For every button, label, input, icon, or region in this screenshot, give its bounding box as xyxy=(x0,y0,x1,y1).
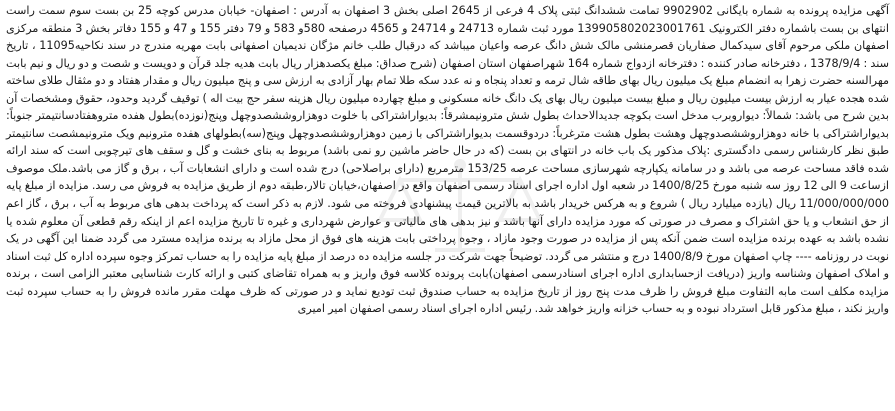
auction-notice-text: آگهی مزایده پرونده به شماره بایگانی 9902902 تمامت ششدانگ ثبتی پلاک 4 فرعی از 2645 اصلی بخش 3 اصفهان به آدرس : اصفهان- خیابان مدرس کوچه 25 بن بست سوم سمت راست انتهای بن بست باشماره دفتر الکترونیک 139905802023001761 مورد ثبت شماره 24713 و 24714 و 4565 درصفحه 580و 583 و 79 دفتر 155 و 47 و 155 دفاتر بخش 3 منطقه مرکزی اصفهان ملکی مرحوم آقای سیدکمال صفاریان قصرمنشی مالک شش دانگ عرصه واعیان میباشد که درقبال طلب خانم مژگان ندیمیان اصفهانی بابت مهریه مندرج در سند نکاحیه11095 ، تاریخ سند : 1378/9/4 ، دفترخانه صادر کننده : دفترخانه ازدواج شماره 164 شهراصفهان استان اصفهان (شرح صداق: مبلغ یکصدهزار ریال بابت هدیه جلد قرآن و دویست و شصت و دو ریال و نیم بابت مهرالسنه حضرت زهرا به انضمام مبلغ یک میلیون ریال بهای طاقه شال ترمه و تعداد پنجاه و نه عدد سکه طلا تمام بهار آزادی به ارزش سی و پنج میلیون ریال و مقدار هفتاد و دو مثقال طلای ساخته شده هجده عیار به ارزش بیست میلیون ریال و مبلغ بیست میلیون ریال بهای یک دانگ خانه مسکونی و مبلغ چهارده میلیون ریال هزینه سفر حج بیت اله ) توقیف گردید وحدود، حقوق ومشخصات آن بدین شرح می باشد: شمالاً: دیواروبرب مدخل است بکوچه جدیدالاحداث بطول شش مترونیمشرقاً: بدیواراشتراکی با خلوت دوهزاروششصدوچهل وپنج(نوزده)بطول هفده متروهفتادسانتیمتر جنوباً: بدیواراشتراکی با خانه دوهزاروششصدوچهل وهشت بطول هشت مترغرباً: دردوقسمت بدیواراشتراکی با زمین دوهزاروششصدوچهل وپنج(سه)بطولهای هفده مترونیم ویک مترونیمشصت سانتیمتر طبق نظر کارشناس رسمی دادگستری :پلاک مذکور یک باب خانه در انتهای بن بست (که در حال حاضر ماشین رو نمی باشد) مربوط به بنای خشت و گل و سقف های تیرچوبی است که سند ارائه شده فاقد مساحت عرصه می باشد و در سامانه یکپارچه شهرسازی مساحت عرصه 153/25 مترمربع (دارای براصلاحی) درج شده است و دارای انشعابات آب ، برق و گاز می باشد.ملک موصوف ازساعت 9 الی 12 روز سه شنبه مورخ 1400/8/25 در شعبه اول اداره اجرای اسناد رسمی اصفهان واقع در اصفهان،خیابان تالار،طبقه دوم از طریق مزایده به فروش می رسد. مزایده از مبلغ پایه 11/000/000/000 ریال (یازده میلیارد ریال ) شروع و به هرکس خریدار باشد به بالاترین قیمت پیشنهادی فروخته می شود. لازم به ذکر است که پرداخت بدهی های مربوط به آب ، برق ، گاز اعم از حق انشعاب و یا حق اشتراک و مصرف در صورتی که مورد مزایده دارای آنها باشد و نیز بدهی های مالیاتی و عوارض شهرداری و غیره تا تاریخ مزایده اعم از اینکه رقم قطعی آن معلوم شده یا نشده باشد به عهده برنده مزایده است ضمن آنکه پس از مزایده در صورت وجود مازاد ، وجوه پرداختی بابت هزینه های فوق از محل مازاد به برنده مزایده مسترد می گردد ضمنا این آگهی در یک نوبت در روزنامه ---- چاپ اصفهان مورخ 1400/8/9 درج و منتشر می گردد. توضیحاً جهت شرکت در جلسه مزایده ده درصد از مبلغ پایه مزایده را به حساب تمرکز وجوه سپرده اداره کل ثبت اسناد و املاک اصفهان وشناسه واریز (دریافت ازحسابداری اداره اجرای اسنادرسمی اصفهان)بابت پرونده کلاسه فوق واریز و به همراه تقاضای کتبی و ارائه کارت شناسایی معتبر الزامی است ، برنده مزایده مکلف است مابه التفاوت مبلغ فروش را ظرف مدت پنج روز از تاریخ مزایده به حساب صندوق ثبت تودیع نماید و در صورتی که ظرف مهلت مقرر مانده فروش را به حساب سپرده ثبت واریز نکند ، مبلغ مذکور قابل استرداد نبوده و به حساب خزانه واریز خواهد شد. رئیس اداره اجرای اسناد رسمی اصفهان امیر امیری xyxy=(6,4,890,316)
auction-notice xyxy=(6,2,889,318)
